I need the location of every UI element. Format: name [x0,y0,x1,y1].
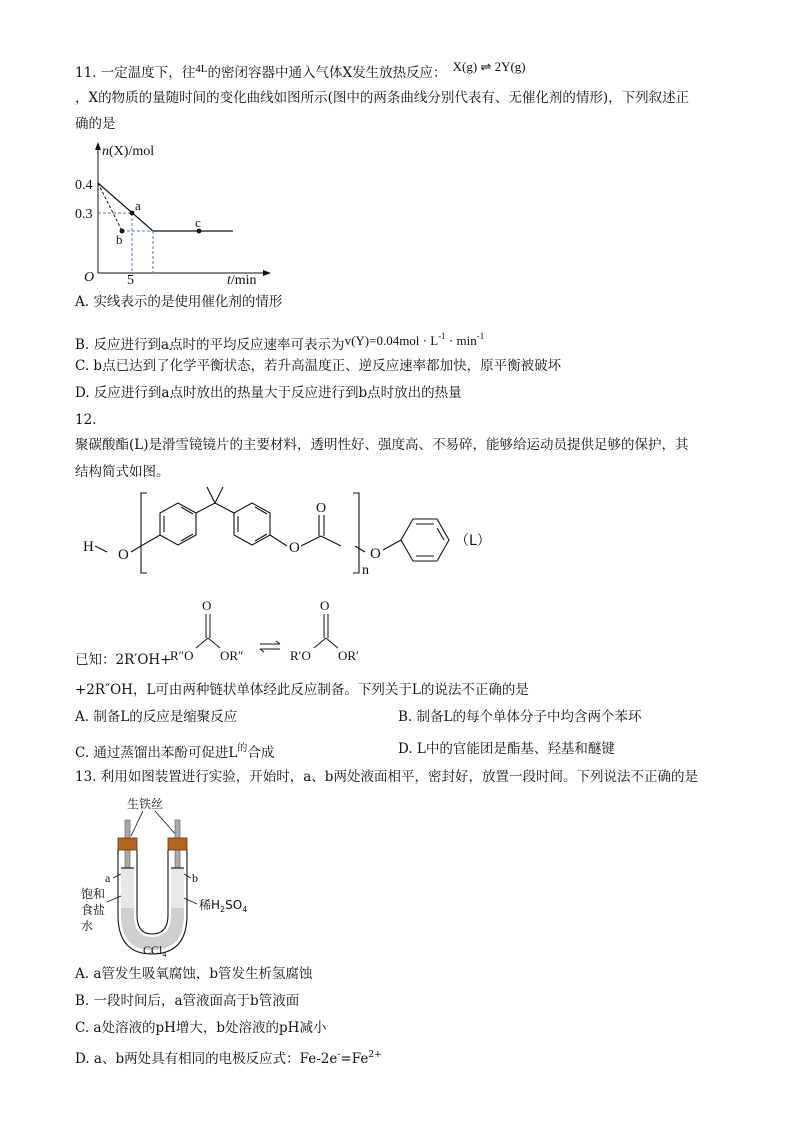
q12-optC-small: 的 [237,743,248,754]
point-a [130,211,135,216]
struct-O4: O [370,546,381,562]
q11-mid: 的密闭容器中通入气体X发生放热反应： [207,65,447,81]
q11-optB-formula: v(Y)=0.04mol · L [344,333,439,348]
q11-optD: D. 反应进行到a点时放出的热量大于反应进行到b点时放出的热量 [75,385,462,401]
q13-line1: 13. 利用如图装置进行实验，开始时，a、b两处液面相平，密封好，放置一段时间。下列说法不正确的是 [75,769,698,785]
q11-optB-exp2: -1 [476,331,485,341]
transesterification-equation [160,594,390,664]
q11-optB-exp1: -1 [438,331,446,341]
q12-optC [75,740,274,762]
polycarbonate-structure [75,483,505,583]
q11-line2: ，X的物质的量随时间的变化曲线如图所示(图中的两条曲线分别代表有、无催化剂的情形)，下列叙述正 [75,90,690,106]
q12-optB: B. 制备L的每个单体分子中均含两个苯环 [398,709,642,725]
stopper-right [168,838,187,850]
label-brine-1: 饱和 [81,887,106,901]
graph-xtick-5: 5 [127,273,134,288]
point-a-label: a [135,198,141,213]
q13-optD-mid: =Fe [340,1051,369,1067]
eq-right2: OR′ [338,648,359,663]
eq-O-left: O [202,598,212,613]
svg-text:n(X)/mol [102,144,154,159]
q13-optC: C. a处溶液的pH增大，b处溶液的pH减小 [75,1020,327,1036]
label-brine-2: 食盐 [81,903,106,917]
graph-ytick-03: 0.3 [75,207,93,222]
q12-line3: +2R″OH，L可由两种链状单体经此反应制备。下列关于L的说法不正确的是 [75,682,529,698]
q11-graph [75,138,275,288]
q12-number: 12. [75,412,97,428]
point-b-label: b [116,232,123,247]
q11-optB-unit2: · min [445,333,477,348]
q11-optB-text: B. 反应进行到a点时的平均反应速率可表示为 [75,337,345,353]
eq-left2: OR″ [220,648,244,663]
q12-line2: 结构简式如图。 [75,464,170,480]
q11-line3: 确的是 [75,116,116,132]
q13-optD-sup2: 2+ [368,1050,382,1060]
x-axis-arrow [263,270,271,276]
benzene-ring-3 [401,519,449,561]
q12-optA: A. 制备L的反应是缩聚反应 [75,709,238,725]
stopper-left [118,838,137,850]
svg-text:CCl4: CCl$_4$ [143,943,167,959]
q13-optD-sup1: - [337,1050,341,1060]
label-acid: 稀H [199,898,221,912]
q11-optC: C. b点已达到了化学平衡状态，若升高温度正、逆反应速率都加快，原平衡被破坏 [75,358,562,374]
label-ccl4: CCl [143,943,163,957]
struct-tag: （L） [455,533,491,549]
point-c-label: c [195,215,201,230]
struct-O1: O [118,547,129,563]
q11-line1 [75,58,526,82]
svg-text:稀H2SO4: 稀$H_2SO_4$ [199,898,248,914]
q11-volume: 4L [195,63,208,75]
benzene-ring-1 [160,503,196,545]
benzene-ring-2 [234,503,270,545]
u-tube-inner [137,850,168,934]
y-axis-arrow [95,142,101,150]
graph-ytick-04: 0.4 [75,178,93,193]
graph-xlabel-t: t [227,273,231,288]
q12-line1: 聚碳酸酯(L)是滑雪镜镜片的主要材料，透明性好、强度高、不易碎，能够给运动员提供足够的保护，其 [75,437,689,453]
dashed-curve [98,183,122,231]
label-iron-wire: 生铁丝 [127,797,164,811]
eq-O-right: O [320,598,330,613]
svg-text:t/min [227,273,257,288]
u-tube-apparatus [75,790,275,960]
q13-optB: B. 一段时间后，a管液面高于b管液面 [75,993,300,1009]
q12-optC-main: C. 通过蒸馏出苯酚可促进L [75,745,238,761]
q12-known: 已知：2R′OH+ [75,652,172,668]
q12-optD: D. L中的官能团是酯基、羟基和醚键 [398,741,615,757]
q13-optD-main: D. a、b两处具有相同的电极反应式：Fe-2e [75,1051,338,1067]
struct-H: H [83,539,94,555]
graph-origin: O [84,270,95,285]
q11-equation: X(g) ⇌ 2Y(g) [452,59,526,74]
struct-n: n [362,563,369,578]
label-b: b [192,871,198,885]
eq-right1: R′O [290,648,311,663]
struct-O2: O [289,540,300,556]
graph-ylabel-rest: (X)/mol [109,144,155,159]
q11-optA: A. 实线表示的是使用催化剂的情形 [75,294,283,310]
label-a: a [105,871,111,885]
graph-xlabel-rest: /min [230,273,257,288]
q13-optA: A. a管发生吸氧腐蚀，b管发生析氢腐蚀 [75,966,313,982]
struct-O3: O [316,501,327,516]
q11-optB [75,327,484,354]
q11-prefix: 11. 一定温度下，往 [75,65,196,81]
q12-optC-end: 合成 [247,745,275,761]
q13-optD [75,1046,382,1068]
eq-left1: R″O [170,648,194,663]
graph-ylabel-n: n [102,144,109,159]
label-brine-3: 水 [81,919,94,933]
